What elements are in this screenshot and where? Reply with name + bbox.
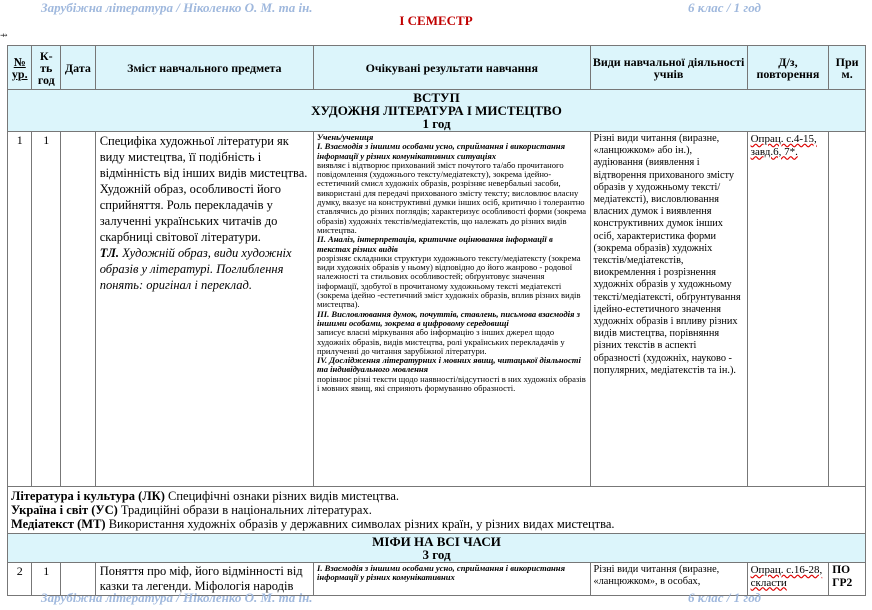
lesson-2-note: ПО ГР2 [829,563,866,596]
section-intro-line2: ХУДОЖНЯ ЛІТЕРАТУРА І МИСТЕЦТВО [311,103,562,118]
results-1-head: I. Взаємодія з іншими особами усно, сприймання і використання інформації у різних комунікативних ситуаціях [317,141,565,161]
integration-row [8,487,866,534]
col-header-num: № ур. [8,46,32,90]
lesson-1-results [314,132,590,487]
section-row-myths [8,534,866,563]
results-4-head: IV. Дослідження літературних і мовних явищ, читацької діяльності та індивідуального мовлення [317,355,581,375]
lesson-2-results-head: I. Взаємодія з іншими особами усно, сприймання і використання інформації у різних комунікативних [317,563,565,583]
lesson-1-theory [100,245,310,293]
header-grade: 6 клас / 1 год [688,0,761,15]
lesson-2-activities: Різні види читання (виразне, «ланцюжком», в особах, [590,563,747,596]
results-title: Учень/учениця [317,132,374,142]
lesson-1-note [829,132,866,487]
lesson-row-1 [8,132,866,487]
semester-title: І СЕМЕСТР [399,13,473,28]
lesson-1-date [61,132,96,487]
integration-mt-text: Використання художніх образів у державних символах різних країн, у різних видах мистецтва. [105,517,615,531]
integration-us [11,503,862,517]
integration-us-label: Україна і світ (УС) [11,503,118,517]
col-header-hours: К-ть год [32,46,61,90]
theory-text: Художній образ, види художніх образів у літературі. Поглиблення понять: оригінал і переклад. [99,246,292,292]
lesson-2-num: 2 [8,563,32,596]
lesson-1-content [95,132,313,487]
col-header-homework: Д/з, повторення [747,46,829,90]
results-1-text: виявляє і відтворює прихований зміст почутого та/або прочитаного повідомлення (художнього тексту/медіатексту), зокрема ідейно-естетичний смисл художніх образів, розрізняє невербальні засоби, використані для передачі прихованого змісту тексту; висловлює власну думку, вказує на конструктивні думки інших осіб, критично і толерантно ставлячись до різних поглядів; характеризує особливості форми (зокрема образів) художніх текстів/медіатекстів, що належать до різних видів мистецтва. [317,159,587,235]
integration-mt [11,517,862,531]
lesson-1-homework [747,132,829,487]
footer-grade: 6 клас / 1 год [688,590,761,605]
lesson-1-hours: 1 [32,132,61,487]
section-myths-line1: МІФИ НА ВСІ ЧАСИ [372,534,501,549]
theory-label: ТЛ. [99,246,120,260]
section-myths-hours: 3 год [422,547,451,562]
homework-text: Опрац. с.4-15, завд.6, 7*. [750,133,817,158]
results-3-head: III. Висловлювання думок, почуттів, ставлень, письмова взаємодія з іншими особами, зокрема в цифровому середовищі [317,308,580,328]
col-header-activities: Види навчальної діяльності учнів [590,46,747,90]
lesson-2-homework-text: Опрац. с.16-28, скласти [750,564,823,589]
page-header [0,0,872,14]
col-header-date: Дата [61,46,96,90]
page-footer [0,590,872,604]
section-title-myths [8,534,866,563]
results-2-text: розрізняє складники структури художнього тексту/медіатексту (зокрема види художніх образів у ньому) відповідно до його жанрово - родової належності та стильових особливостей; обґрунтовує значення інформації, здобутої в прочитаному художньому тексті медіатексті (зокрема ідейно -естетичний зміст художніх образів, вплив різних видів мистецтва). [317,252,581,310]
table-header-row [8,46,866,90]
integration-lk-text: Специфічні ознаки різних видів мистецтва. [164,489,399,503]
integration-lk-label: Література і культура (ЛК) [11,489,165,503]
integration-mt-label: Медіатекст (МТ) [11,517,106,531]
header-book-title: Зарубіжна література / Ніколенко О. М. та ін. [41,0,313,15]
col-header-note: При м. [829,46,866,90]
lesson-1-activities: Різні види читання (виразне, «ланцюжком» або ін.), аудіювання (виявлення і відтворення прихованого змісту образів у художньому тексті/медіатексті), висловлювання власних думок і виявлення конструктивних думок інших осіб, характеристика форми (зокрема образів) художніх текстів/медіатекстів, виокремлення і розрізнення художніх образів у художньому тексті/медіатексті, обґрунтування ідейно-естетичного значення художніх образів і впливу різних видів мистецтва, порівняння різних текстів в аспекті образності (художніх, науково - популярних, медіатекстів та ін.). [590,132,747,487]
integration-lines [8,487,866,534]
lesson-plan-table [7,45,866,596]
col-header-content: Зміст навчального предмета [95,46,313,90]
section-intro-line1: ВСТУП [413,90,460,105]
results-2-head: II. Аналіз, інтерпретація, критичне оцінювання інформації в текстах різних видів [317,234,553,254]
integration-us-text: Традиційні образи в національних літературах. [117,503,372,517]
footer-book-title: Зарубіжна література / Ніколенко О. М. та ін. [41,590,313,605]
results-3-text: записує власні міркування або інформацію з інших джерел щодо художніх образів, видів мистецтва, ролі українських перекладачів у прилученні до читання зарубіжної літератури. [317,327,565,356]
section-row-intro [8,90,866,132]
integration-lk [11,489,862,503]
section-intro-hours: 1 год [422,116,451,131]
section-title-intro [8,90,866,132]
table-move-handle-icon[interactable]: ⇸ [0,30,8,40]
lesson-2-hours: 1 [32,563,61,596]
col-header-results: Очікувані результати навчання [314,46,590,90]
lesson-1-content-main: Специфіка художньої літератури як виду мистецтва, її подібність і відмінність від інших видів мистецтва. Художній образ, особливості його сприйняття. Роль перекладачів у залученні українських читачів до скарбниці світової літератури. [99,134,308,244]
results-4-text: порівнює різні тексти щодо наявності/відсутності в них художніх образів і мовних явищ, які сприяють формуванню образності. [317,373,586,394]
lesson-1-num: 1 [8,132,32,487]
lesson-2-content: Поняття про міф, його відмінності від казки та легенди. Міфологія народів [95,563,313,596]
